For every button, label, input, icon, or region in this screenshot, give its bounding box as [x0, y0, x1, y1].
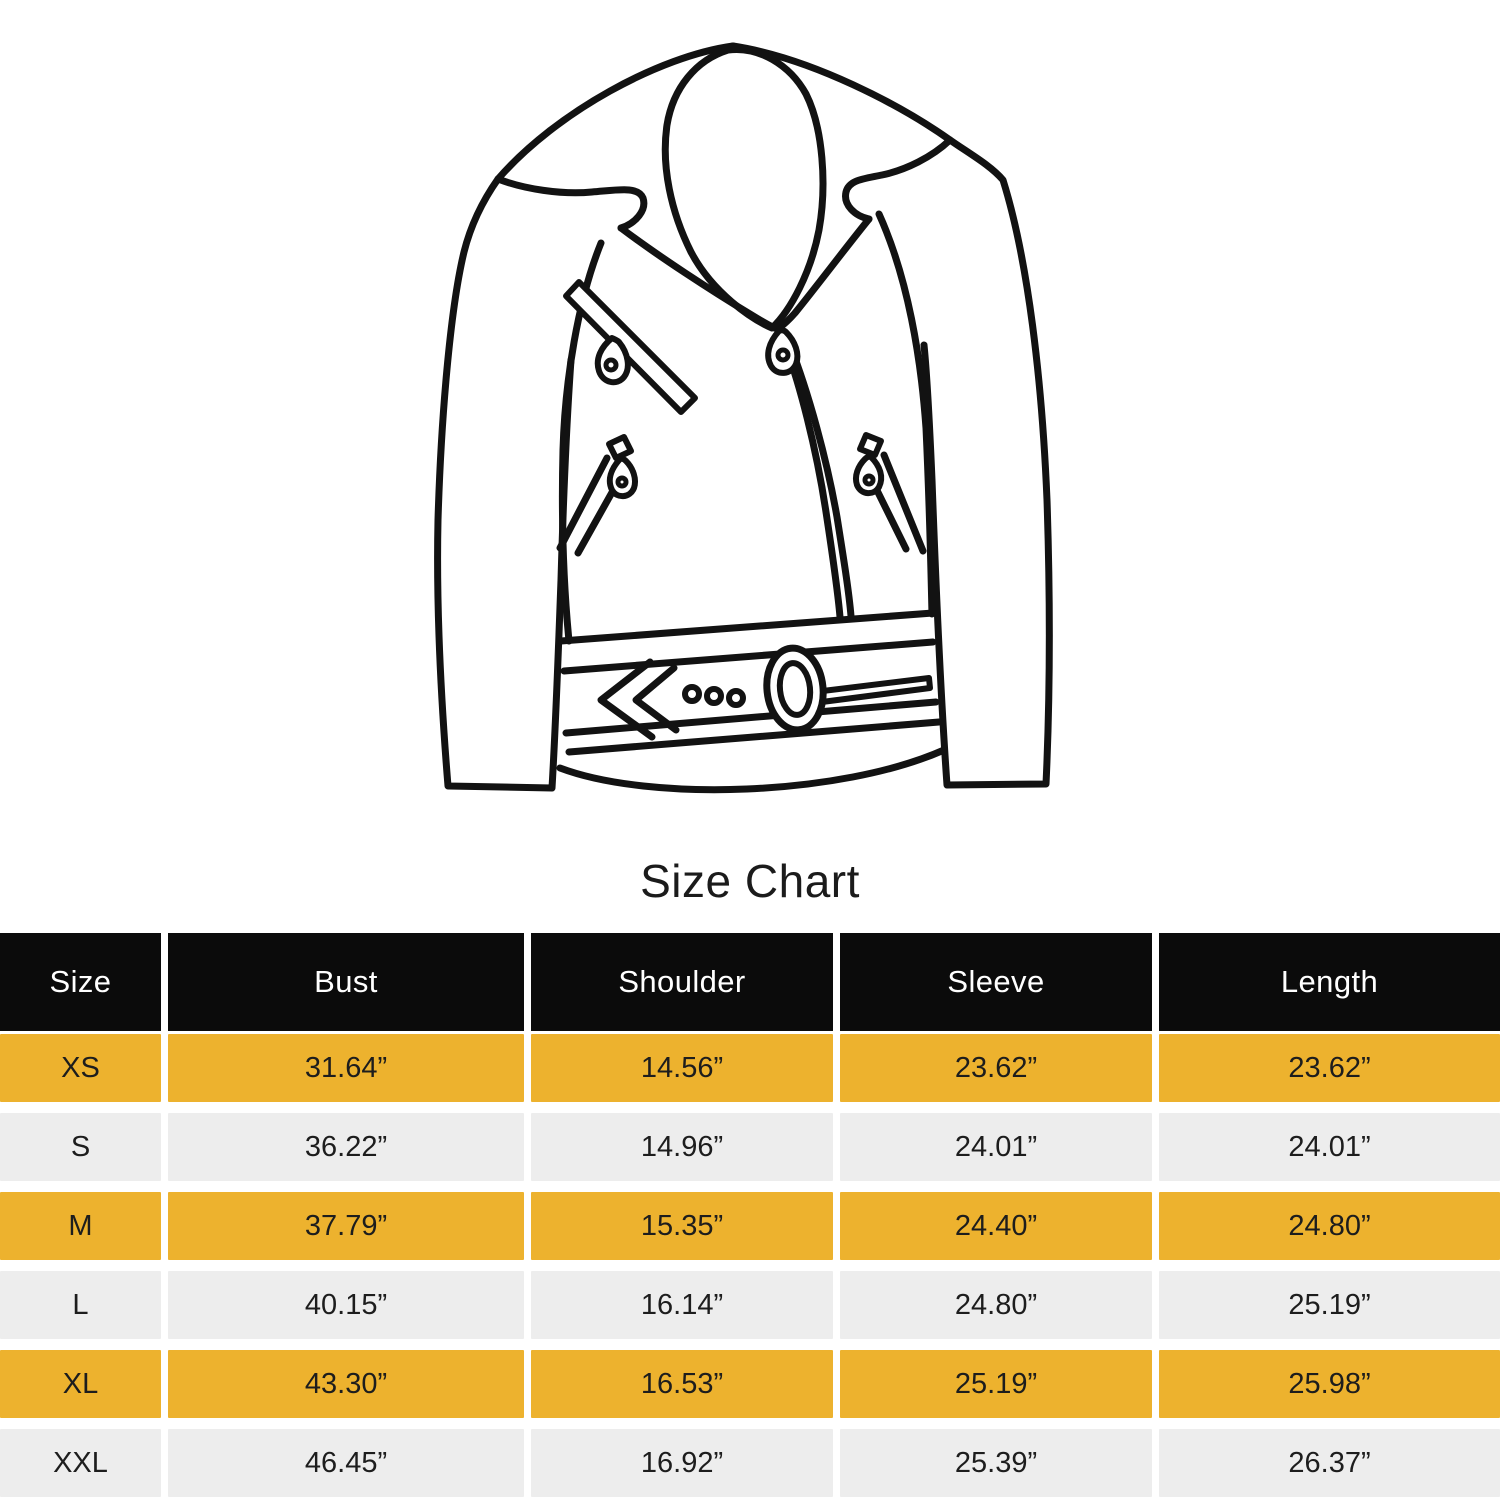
jacket-main-zipper	[768, 330, 851, 617]
col-header-bust: Bust	[168, 933, 524, 1031]
cell-s-size: S	[0, 1113, 161, 1181]
table-body	[0, 1034, 1500, 1497]
belt-hole	[685, 687, 699, 701]
cell-xl-size: XL	[0, 1350, 161, 1418]
table-row-xxl	[0, 1429, 1500, 1497]
cell-xs-sleeve: 23.62”	[840, 1034, 1152, 1102]
cell-m-bust: 37.79”	[168, 1192, 524, 1260]
cell-m-length: 24.80”	[1159, 1192, 1500, 1260]
cell-m-size: M	[0, 1192, 161, 1260]
cell-xl-sleeve: 25.19”	[840, 1350, 1152, 1418]
cell-xxl-bust: 46.45”	[168, 1429, 524, 1497]
cell-xl-length: 25.98”	[1159, 1350, 1500, 1418]
size-chart-table	[0, 933, 1500, 1500]
jacket-illustration-icon	[430, 10, 1090, 840]
belt-buckle	[763, 645, 930, 732]
cell-xxl-size: XXL	[0, 1429, 161, 1497]
jacket-right-waist-zip	[856, 435, 923, 551]
table-row-l	[0, 1271, 1500, 1339]
belt-hole	[707, 689, 721, 703]
table-row-xl	[0, 1350, 1500, 1418]
table-row-xs	[0, 1034, 1500, 1102]
cell-xxl-shoulder: 16.92”	[531, 1429, 833, 1497]
cell-xs-shoulder: 14.56”	[531, 1034, 833, 1102]
col-header-shoulder: Shoulder	[531, 933, 833, 1031]
jacket-front-seams	[562, 214, 932, 641]
cell-xs-length: 23.62”	[1159, 1034, 1500, 1102]
col-header-sleeve: Sleeve	[840, 933, 1152, 1031]
cell-l-sleeve: 24.80”	[840, 1271, 1152, 1339]
cell-xxl-length: 26.37”	[1159, 1429, 1500, 1497]
table-header-row	[0, 933, 1500, 1031]
cell-xs-bust: 31.64”	[168, 1034, 524, 1102]
cell-l-bust: 40.15”	[168, 1271, 524, 1339]
table-row-m	[0, 1192, 1500, 1260]
jacket-left-sleeve	[438, 46, 733, 788]
page-title: Size Chart	[640, 855, 860, 907]
jacket-chest-pocket-zip	[566, 282, 695, 412]
cell-xl-shoulder: 16.53”	[531, 1350, 833, 1418]
cell-l-length: 25.19”	[1159, 1271, 1500, 1339]
belt-hole	[729, 691, 743, 705]
cell-s-sleeve: 24.01”	[840, 1113, 1152, 1181]
table-row-s	[0, 1113, 1500, 1181]
jacket-left-waist-zip	[560, 437, 635, 553]
cell-s-shoulder: 14.96”	[531, 1113, 833, 1181]
cell-xl-bust: 43.30”	[168, 1350, 524, 1418]
col-header-size: Size	[0, 933, 161, 1031]
cell-s-length: 24.01”	[1159, 1113, 1500, 1181]
cell-l-shoulder: 16.14”	[531, 1271, 833, 1339]
cell-m-sleeve: 24.40”	[840, 1192, 1152, 1260]
jacket-collar	[498, 49, 950, 329]
cell-m-shoulder: 15.35”	[531, 1192, 833, 1260]
cell-xs-size: XS	[0, 1034, 161, 1102]
cell-xxl-sleeve: 25.39”	[840, 1429, 1152, 1497]
jacket-belt	[560, 613, 944, 790]
cell-s-bust: 36.22”	[168, 1113, 524, 1181]
col-header-length: Length	[1159, 933, 1500, 1031]
cell-l-size: L	[0, 1271, 161, 1339]
